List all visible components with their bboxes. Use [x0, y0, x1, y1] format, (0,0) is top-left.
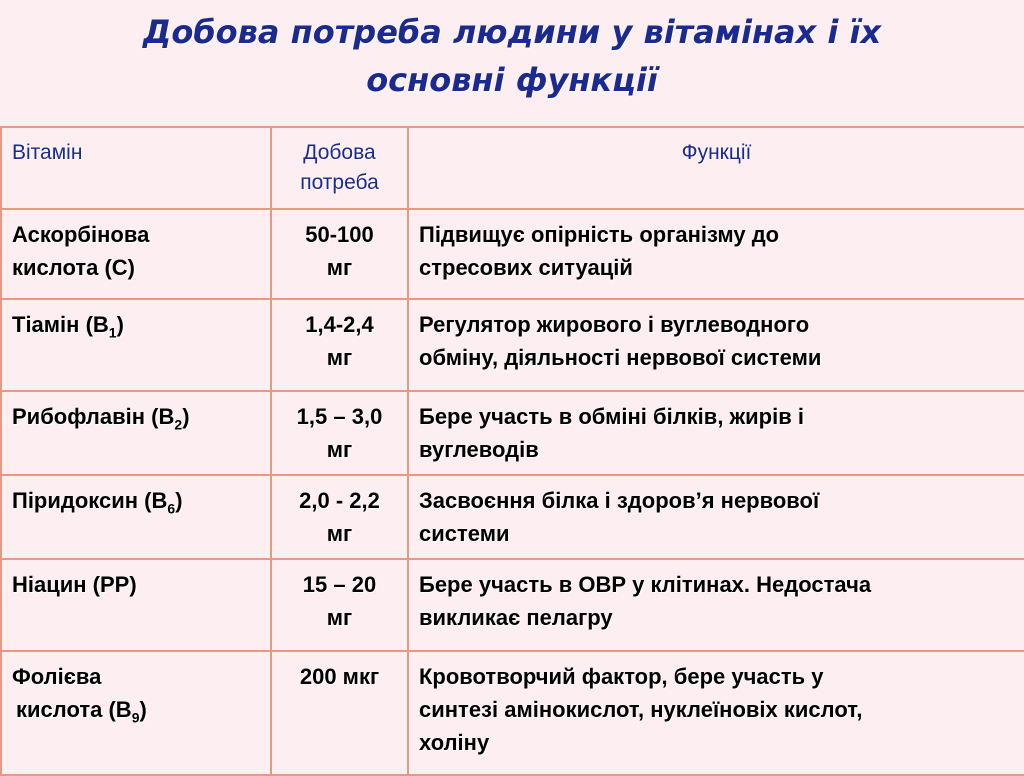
slide-title — [0, 8, 1024, 104]
vitamin-function: Підвищує опірність організму до стресових ситуацій — [408, 209, 1024, 299]
vitamin-dose: 1,5 – 3,0 мг — [271, 391, 408, 475]
vitamin-dose: 2,0 - 2,2 мг — [271, 475, 408, 559]
vitamin-name: Тіамін $(В_1)$ — [1, 299, 271, 391]
vitamin-function: Регулятор жирового і вуглеводного обміну, діяльності нервової системи — [408, 299, 1024, 391]
vitamin-name: Рибофлавін $(В_2)$ — [1, 391, 271, 475]
vitamin-name: Піридоксин $(В_6)$ — [1, 475, 271, 559]
table-row — [1, 651, 1024, 775]
header-vitamin: Вітамін — [1, 127, 271, 209]
vitamin-function: Бере участь в ОВР у клітинах. Недостача викликає пелагру — [408, 559, 1024, 651]
table-row — [1, 209, 1024, 299]
vitamin-name: Фолієва кислота $(В_9)$ — [1, 651, 271, 775]
vitamin-name: Ніацин (РР) — [1, 559, 271, 651]
vitamin-dose: 50-100 мг — [271, 209, 408, 299]
header-daily-dose: Добова потреба — [271, 127, 408, 209]
vitamin-dose: 15 – 20 мг — [271, 559, 408, 651]
table-row — [1, 299, 1024, 391]
vitamin-name: Аскорбінова кислота (С) — [1, 209, 271, 299]
table-row — [1, 559, 1024, 651]
vitamin-function: Бере участь в обміні білків, жирів і вуглеводів — [408, 391, 1024, 475]
table-header-row — [1, 127, 1024, 209]
header-functions: Функції — [408, 127, 1024, 209]
vitamin-dose: 200 мкг — [271, 651, 408, 775]
slide-title-line1: Добова потреба людини у вітамінах і їх — [142, 13, 882, 51]
vitamin-function: Засвоєння білка і здоров’я нервової системи — [408, 475, 1024, 559]
table-row — [1, 391, 1024, 475]
vitamin-function: Кровотворчий фактор, бере участь у синтезі амінокислот, нуклеїновіх кислот, холіну — [408, 651, 1024, 775]
vitamin-dose: 1,4-2,4 мг — [271, 299, 408, 391]
table-row — [1, 475, 1024, 559]
vitamins-table — [0, 126, 1024, 776]
slide-title-line2: основні функції — [366, 61, 658, 99]
